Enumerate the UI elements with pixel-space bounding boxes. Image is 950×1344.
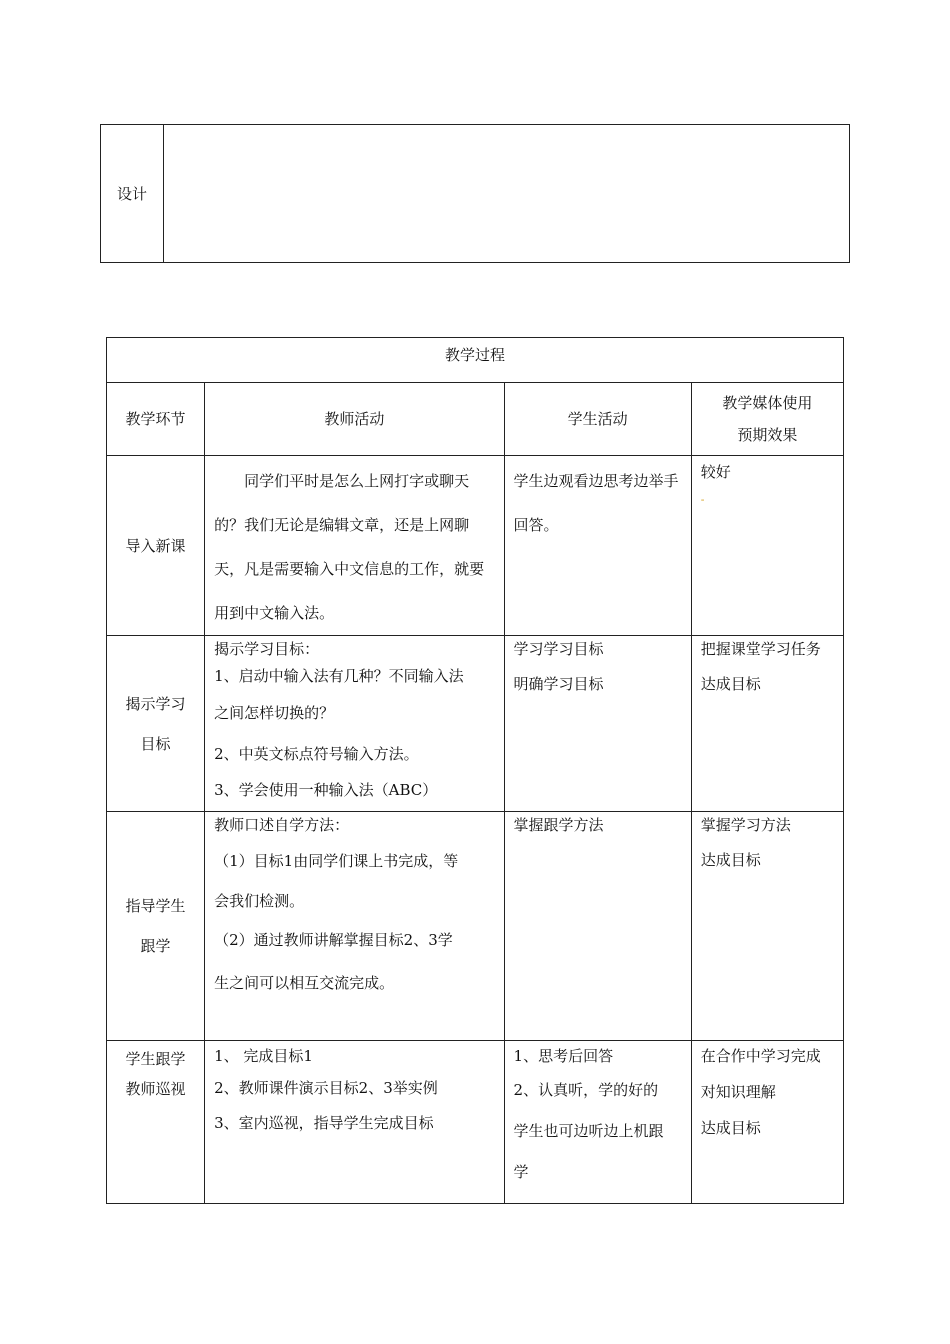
stage-cell <box>107 456 205 636</box>
teacher-cell <box>205 636 504 812</box>
process-title-cell <box>107 338 844 383</box>
student-cell <box>504 1041 691 1204</box>
effect-line: 把握课堂学习任务 <box>700 640 821 658</box>
teacher-line: 教师口述自学方法： <box>214 816 350 834</box>
design-label-cell <box>101 125 164 263</box>
header-row <box>107 383 844 456</box>
design-table <box>100 124 850 263</box>
student-cell <box>504 812 691 1041</box>
teacher-line: 之间怎样切换的？ <box>214 704 335 722</box>
effect-line: 在合作中学习完成 <box>700 1047 821 1065</box>
header-teacher-label: 教师活动 <box>324 410 385 428</box>
teacher-line: 2、教师课件演示目标2、3举实例 <box>214 1079 438 1097</box>
stage-label-line2: 目标 <box>140 734 171 753</box>
effect-line: 对知识理解 <box>700 1083 776 1101</box>
teacher-cell <box>205 812 504 1041</box>
stage-cell <box>107 1041 205 1204</box>
process-title: 教学过程 <box>444 346 505 364</box>
stage-label-line1: 学生跟学 <box>125 1050 186 1068</box>
table-row <box>107 636 844 812</box>
header-media-line2: 预期效果 <box>737 426 798 444</box>
effect-line: 掌握学习方法 <box>700 816 791 834</box>
stage-label: 导入新课 <box>125 536 186 555</box>
table-row <box>107 812 844 1041</box>
teacher-line: （2）通过教师讲解掌握目标2、3学 <box>214 931 453 949</box>
teacher-line: 2、中英文标点符号输入方法。 <box>214 745 419 763</box>
margin-mark-icon: - <box>700 493 705 506</box>
teaching-process-table <box>106 337 844 1204</box>
effect-cell <box>691 636 843 812</box>
teacher-cell <box>205 456 504 636</box>
design-content-cell <box>164 125 850 263</box>
table-row <box>107 456 844 636</box>
stage-label-line1: 揭示学习 <box>125 694 186 713</box>
header-stage <box>107 383 205 456</box>
teacher-line: 生之间可以相互交流完成。 <box>214 974 395 992</box>
effect-cell <box>691 1041 843 1204</box>
teacher-cell <box>205 1041 504 1204</box>
teacher-line: 揭示学习目标： <box>214 640 320 658</box>
header-stage-label: 教学环节 <box>125 410 186 428</box>
student-cell <box>504 456 691 636</box>
teacher-line: 1、启动中输入法有几种？不同输入法 <box>214 667 464 685</box>
teacher-activity: 同学们平时是怎么上网打字或聊天的？我们无论是编辑文章，还是上网聊天，凡是需要输入中文信息的工作，就要用到中文输入法。 <box>214 472 485 622</box>
effect-cell <box>691 456 843 636</box>
effect-cell <box>691 812 843 1041</box>
stage-label-line2: 跟学 <box>140 937 171 955</box>
effect-line: 达成目标 <box>700 851 761 869</box>
student-line: 明确学习目标 <box>513 675 604 693</box>
teacher-line: 1、 完成目标1 <box>214 1047 313 1065</box>
effect-line: 达成目标 <box>700 675 761 693</box>
student-line: 学 <box>513 1163 529 1181</box>
header-student-label: 学生活动 <box>567 410 628 428</box>
student-line: 掌握跟学方法 <box>513 816 604 834</box>
student-line: 学生也可边听边上机跟 <box>513 1122 664 1140</box>
effect-line: 达成目标 <box>700 1119 761 1137</box>
stage-label-line2: 教师巡视 <box>125 1080 186 1098</box>
stage-label-line1: 指导学生 <box>125 897 186 915</box>
teacher-line: 3、学会使用一种输入法（ABC） <box>214 781 438 799</box>
student-cell <box>504 636 691 812</box>
header-teacher <box>205 383 504 456</box>
effect-text: 较好 <box>700 463 731 481</box>
table-row <box>107 1041 844 1204</box>
teacher-line: （1）目标1由同学们课上书完成，等 <box>214 852 459 870</box>
student-activity: 学生边观看边思考边举手回答。 <box>513 472 679 534</box>
stage-cell <box>107 812 205 1041</box>
teacher-line: 3、室内巡视，指导学生完成目标 <box>214 1114 434 1132</box>
design-label: 设计 <box>116 185 147 203</box>
stage-cell <box>107 636 205 812</box>
header-media <box>691 383 843 456</box>
student-line: 学习学习目标 <box>513 640 604 658</box>
teacher-line: 会我们检测。 <box>214 892 305 910</box>
student-line: 1、思考后回答 <box>513 1047 614 1065</box>
header-media-line1: 教学媒体使用 <box>722 394 813 412</box>
student-line: 2、认真听，学的好的 <box>513 1081 659 1099</box>
header-student <box>504 383 691 456</box>
